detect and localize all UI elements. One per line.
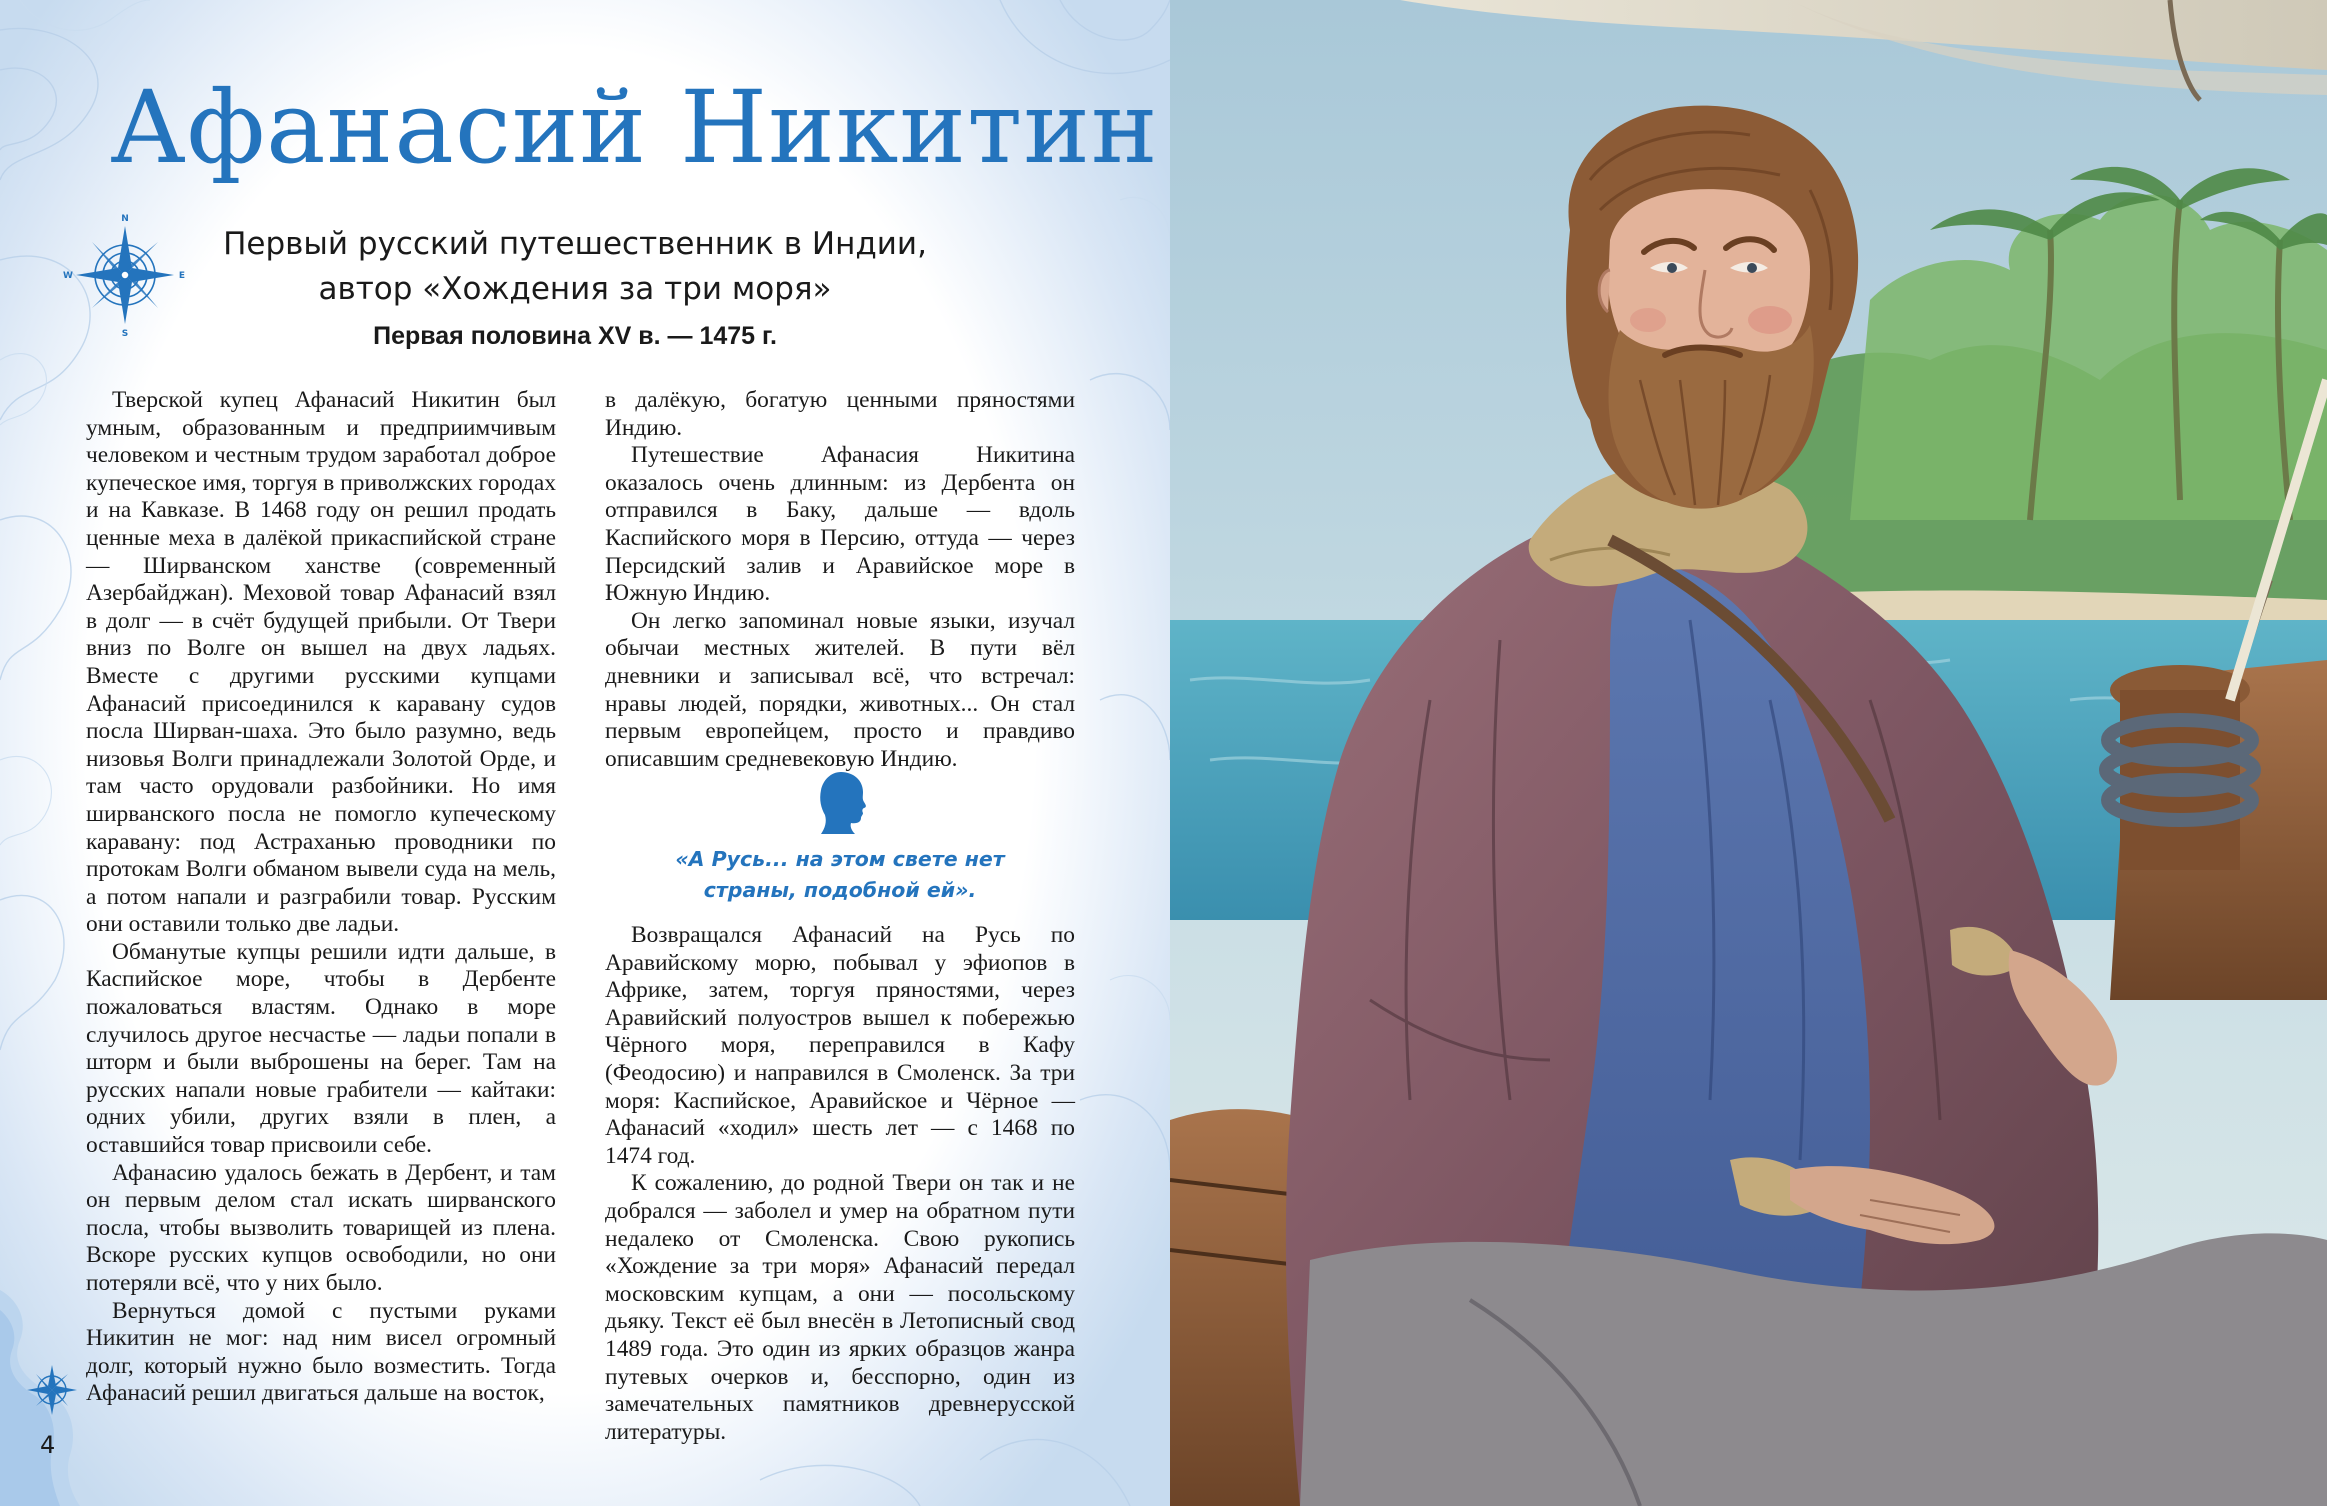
page-number: 4 [40, 1431, 56, 1459]
paragraph: Афанасию удалось бежать в Дербент, и там он первым делом стал искать ширванского посла, чтобы вызволить товарищей из плена. Вскоре русских купцов освободили, но они потеряли всё, что у них было. [86, 1159, 556, 1296]
life-dates: Первая половина XV в. — 1475 г. [373, 322, 777, 350]
quote-line-2: страны, подобной ей». [703, 878, 977, 902]
compass-west-label: W [63, 271, 73, 281]
afanasy-nikitin-portrait [1170, 0, 2327, 1506]
compass-east-label: E [178, 271, 186, 281]
subtitle-line-1: Первый русский путешественник в Индии, [223, 226, 927, 262]
paragraph: Он легко запоминал новые языки, изучал обычаи местных жителей. В пути вёл дневники и записывал всё, что встречал: нравы людей, порядки, животных... Он стал первым европейцем, просто и правдиво описавшим средневековую Индию. [605, 607, 1075, 772]
paragraph: Возвращался Афанасий на Русь по Аравийскому морю, побывал у эфиопов в Африке, затем, торгуя пряностями, через Аравийский полуостров вышел к побережью Чёрного моря, переправился в Кафу (Феодосию) и направился в Смоленск. За три моря: Каспийское, Аравийское и Чёрное — Афанасий «ходил» шесть лет — с 1468 по 1474 год. [605, 922, 1075, 1169]
subtitle-line-2: автор «Хождения за три моря» [318, 271, 832, 307]
text-column-1 [86, 387, 556, 1408]
compass-north-label: N [121, 214, 129, 224]
small-compass-icon [24, 1362, 80, 1418]
paragraph: К сожалению, до родной Твери он так и не добрался — заболел и умер на обратном пути недалеко от Смоленска. Свою рукопись «Хождение за три моря» Афанасий передал московским купцам, а они — посольскому дьяку. Текст её был внесён в Летописный свод 1489 года. Это один из ярких образцов жанра путевых очерков и, бесспорно, один из замечательных памятников древнерусской литературы. [605, 1170, 1075, 1445]
compass-south-label: S [121, 329, 129, 338]
paragraph: Тверской купец Афанасий Никитин был умным, образованным и предприимчивым человеком и честным трудом заработал доброе купеческое имя, торгуя в приволжских городах и на Кавказе. В 1468 году он решил продать ценные меха в далёкой прикаспийской стране — Ширванском ханстве (современный Азербайджан). Меховой товар Афанасий взял в долг — в счёт будущей прибыли. От Твери вниз по Волге он вышел на двух ладьях. Вместе с другими русскими купцами Афанасий присоединился к каравану судов посла Ширван-шаха. Это было разумно, ведь низовья Волги принадлежали Золотой Орде, и там часто орудовали разбойники. Но имя ширванского посла не помогло купеческому каравану: под Астраханью проводники по протокам Волги обманом вывели суда на мель, а потом напали и разграбили товар. Русским они оставили только две ладьи. [86, 387, 556, 938]
quote [640, 844, 1040, 906]
paragraph: Обманутые купцы решили идти дальше, в Каспийское море, чтобы в Дербенте пожаловаться властям. Однако в море случилось другое несчастье — ладьи попали в шторм и были выброшены на берег. Там на русских напали новые грабители — кайтаки: одних убили, других взяли в плен, а оставшийся товар присвоили себе. [86, 938, 556, 1159]
paragraph: Вернуться домой с пустыми руками Никитин не мог: над ним висел огромный долг, который нужно было возместить. Тогда Афанасий решил двигаться дальше на восток, [86, 1297, 556, 1407]
page-title: Афанасий Никитин [110, 69, 1159, 186]
text-column-2-top [605, 387, 1075, 773]
portrait-illustration [1170, 0, 2327, 1506]
subtitle [190, 222, 960, 312]
quote-line-1: «А Русь... на этом свете нет [675, 847, 1005, 871]
paragraph: в далёкую, богатую ценными пряностями Индию. [605, 387, 1075, 441]
text-column-2-bottom [605, 922, 1075, 1446]
compass-rose-icon [62, 212, 188, 338]
head-silhouette-icon [817, 770, 869, 834]
paragraph: Путешествие Афанасия Никитина оказалось очень длинным: из Дербента он отправился в Баку, дальше — вдоль Каспийского моря в Персию, оттуда — через Персидский залив и Аравийское море в Южную Индию. [605, 442, 1075, 607]
